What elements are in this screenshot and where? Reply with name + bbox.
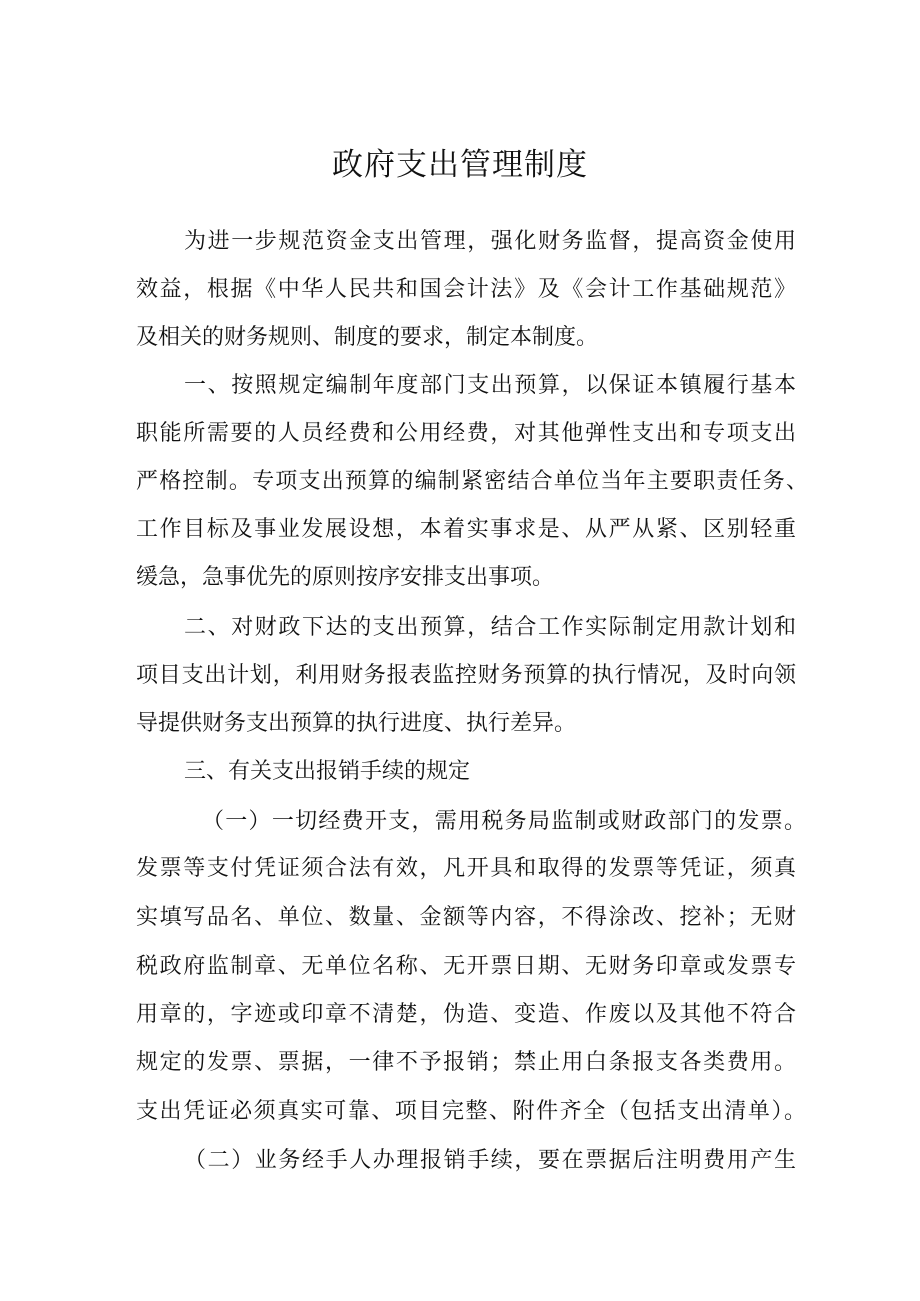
paragraph-line: 严格控制。专项支出预算的编制紧密结合单位当年主要职责任务、 bbox=[136, 469, 808, 494]
paragraph-line: 税政府监制章、无单位名称、无开票日期、无财务印章或发票专 bbox=[136, 954, 796, 979]
paragraph-line: （一）一切经费开支，需用税务局监制或财政部门的发票。 bbox=[202, 809, 806, 834]
paragraph-line: 实填写品名、单位、数量、金额等内容，不得涂改、挖补；无财 bbox=[136, 905, 796, 930]
paragraph-line: 二、对财政下达的支出预算，结合工作实际制定用款计划和 bbox=[184, 615, 796, 640]
paragraph-line: 缓急，急事优先的原则按序安排支出事项。 bbox=[136, 565, 555, 590]
paragraph-line: 职能所需要的人员经费和公用经费，对其他弹性支出和专项支出 bbox=[136, 421, 796, 446]
paragraph-line: 支出凭证必须真实可靠、项目完整、附件齐全（包括支出清单）。 bbox=[136, 1099, 806, 1124]
paragraph-line: 为进一步规范资金支出管理，强化财务监督，提高资金使用 bbox=[184, 229, 796, 254]
paragraph-line: 规定的发票、票据，一律不予报销；禁止用白条报支各类费用。 bbox=[136, 1050, 796, 1075]
paragraph-line: 效益，根据《中华人民共和国会计法》及《会计工作基础规范》 bbox=[136, 277, 796, 302]
section-3-heading: 三、有关支出报销手续的规定 bbox=[184, 759, 471, 784]
paragraph-line: 用章的，字迹或印章不清楚，伪造、变造、作废以及其他不符合 bbox=[136, 1002, 796, 1027]
paragraph-line: 一、按照规定编制年度部门支出预算，以保证本镇履行基本 bbox=[184, 373, 796, 398]
paragraph-line: 发票等支付凭证须合法有效，凡开具和取得的发票等凭证，须真 bbox=[136, 856, 796, 881]
paragraph-line: 导提供财务支出预算的执行进度、执行差异。 bbox=[136, 711, 577, 736]
paragraph-line: 工作目标及事业发展设想，本着实事求是、从严从紧、区别轻重 bbox=[136, 517, 796, 542]
document-title: 政府支出管理制度 bbox=[332, 147, 588, 183]
paragraph-line: 项目支出计划，利用财务报表监控财务预算的执行情况，及时向领 bbox=[136, 663, 796, 688]
paragraph-line: 及相关的财务规则、制度的要求，制定本制度。 bbox=[136, 325, 599, 350]
paragraph-line: （二）业务经手人办理报销手续，要在票据后注明费用产生 bbox=[184, 1148, 796, 1173]
